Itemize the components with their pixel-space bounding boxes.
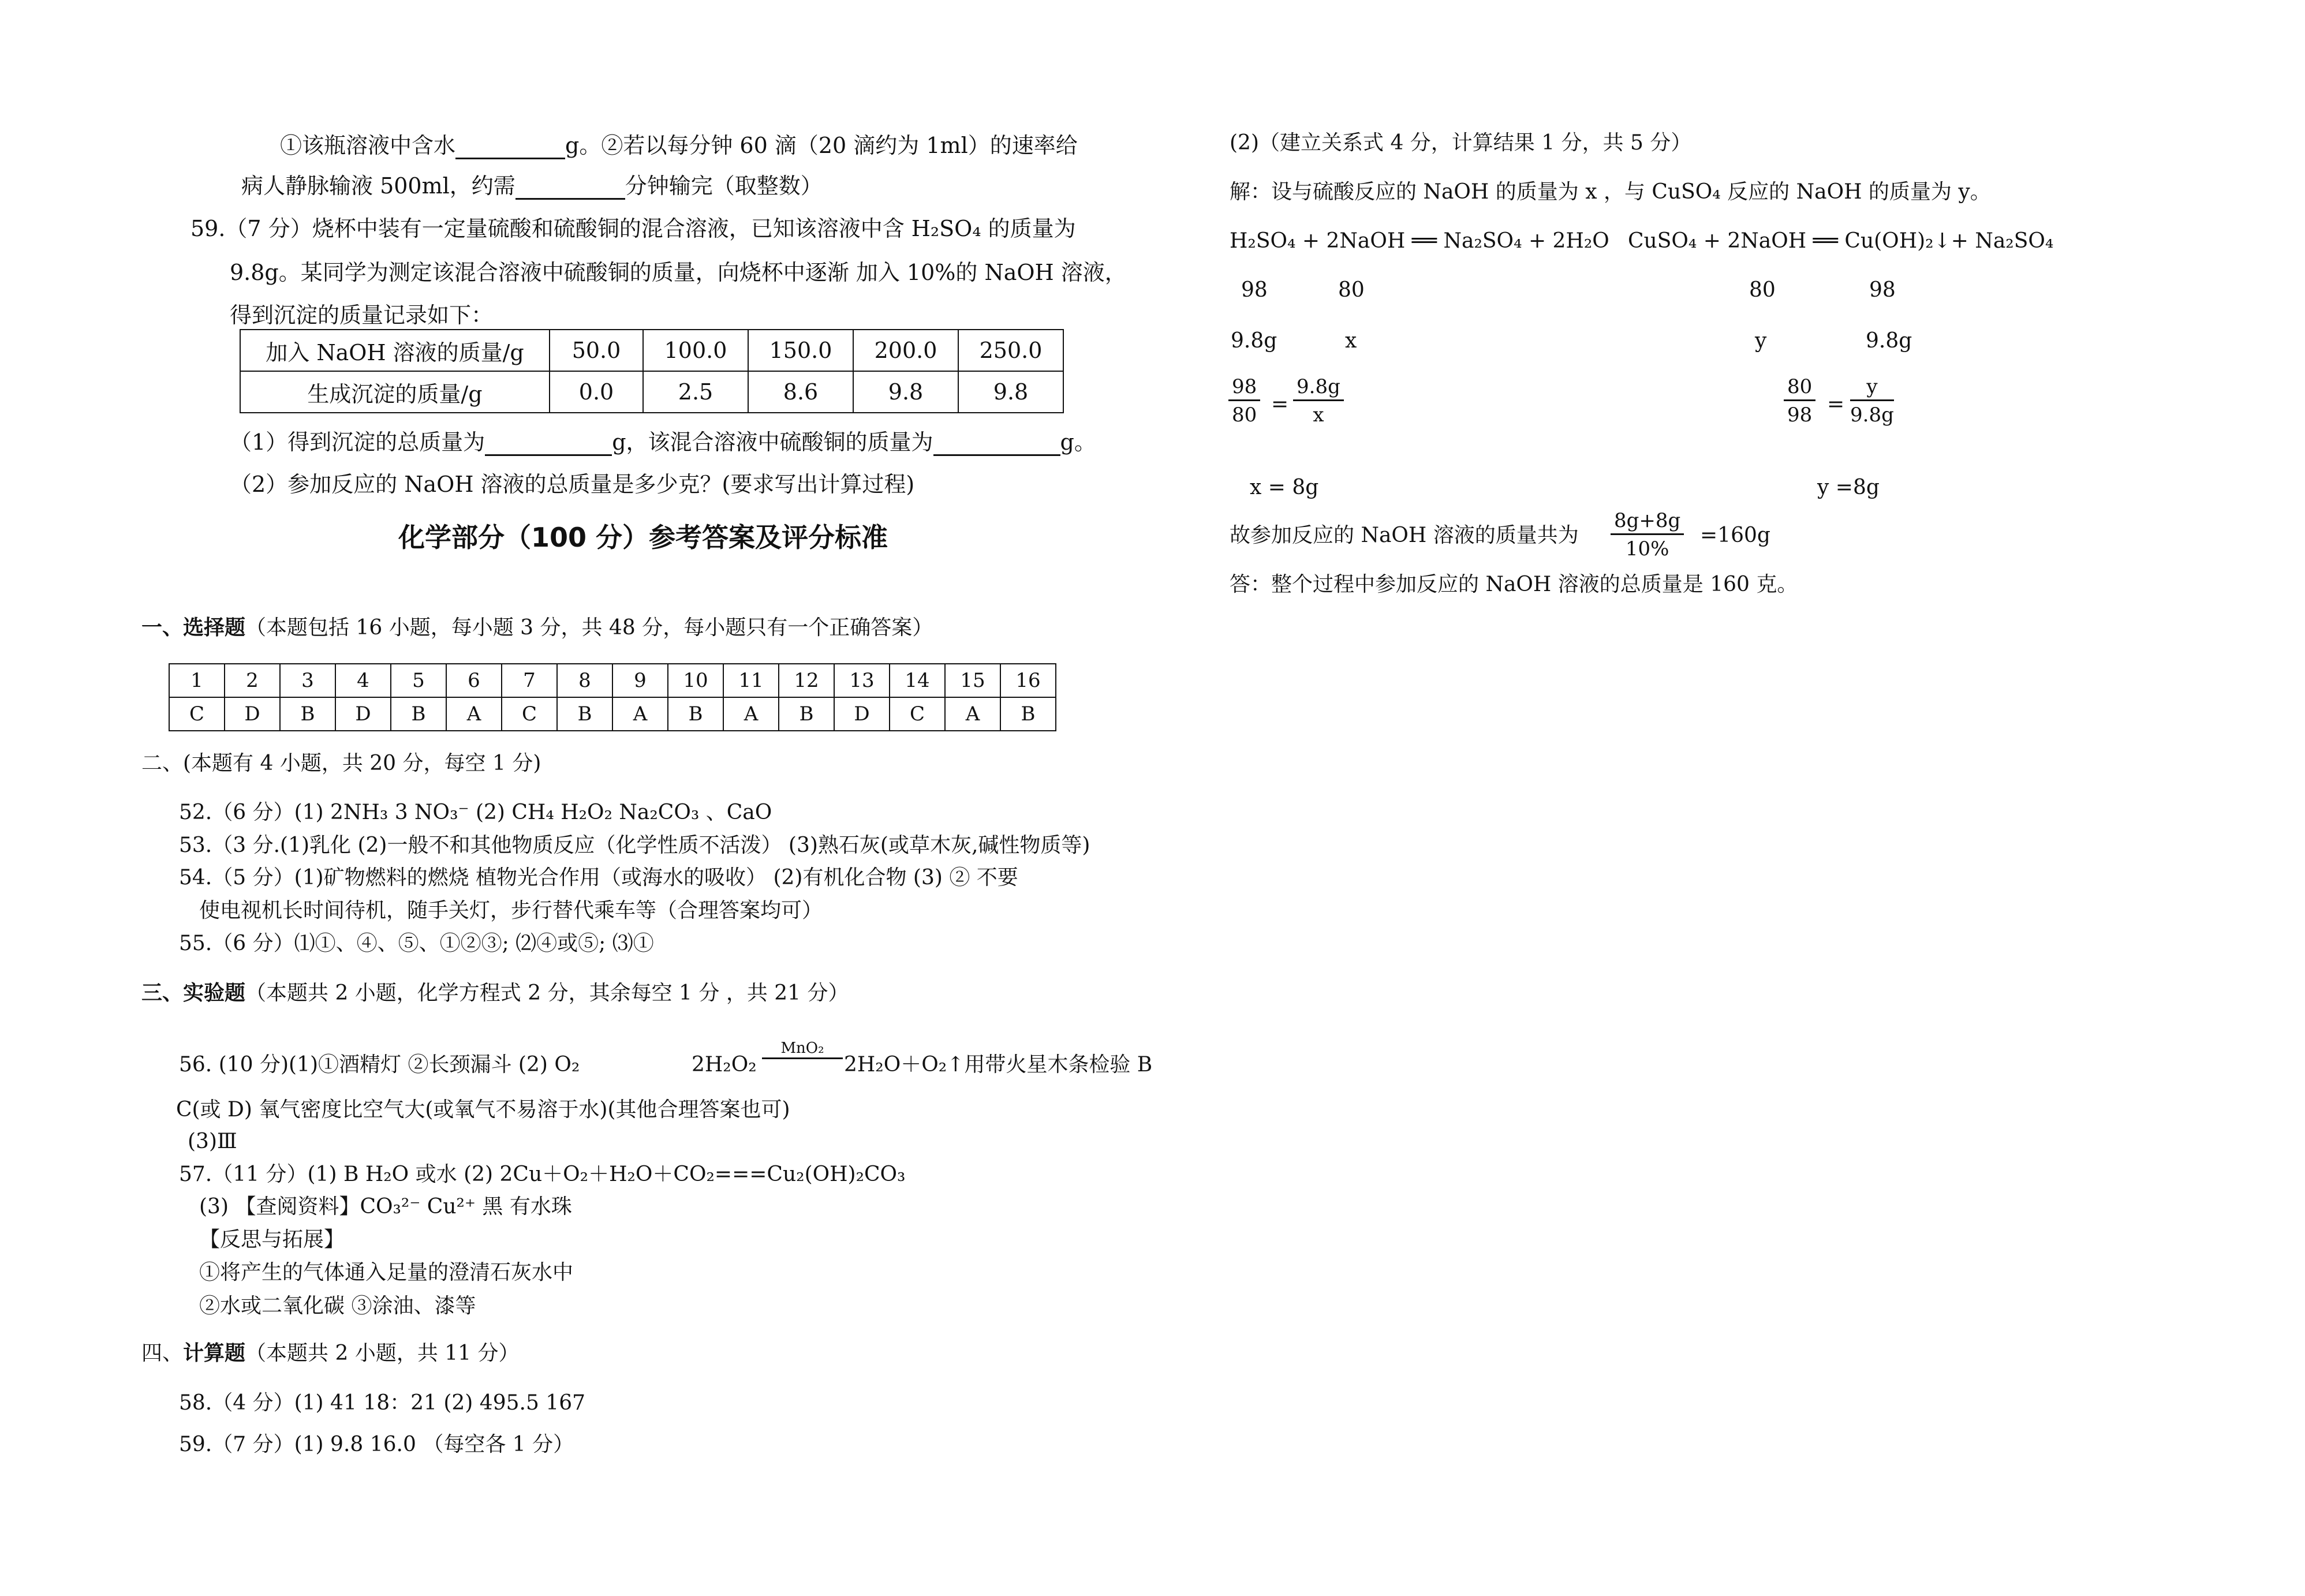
equation-cuso4: CuSO₄ + 2NaOH ══ Cu(OH)₂↓+ Na₂SO₄	[1628, 229, 2054, 253]
question-number-cell: 9	[612, 664, 668, 697]
answer-53: 53.（3 分.(1)乳化 (2)一般不和其他物质反应（化学性质不活泼） (3)熟石灰(或草木灰,碱性物质等)	[179, 833, 1090, 857]
question-number-cell: 2	[225, 664, 280, 697]
answer-57-line2: (3) 【查阅资料】CO₃²⁻ Cu²⁺ 黑 有水珠	[199, 1195, 572, 1219]
cuso4-mass-blank[interactable]	[933, 433, 1060, 456]
q58-line2: 病人静脉输液 500ml，约需 分钟输完（取整数）	[241, 173, 823, 199]
fraction-y-9.8g: $\frac{y}{9.8g}$	[1850, 375, 1894, 427]
section2-heading: 二、(本题有 4 小题，共 20 分，每空 1 分)	[141, 752, 541, 775]
question-number-cell: 3	[280, 664, 335, 697]
right-line1: (2)（建立关系式 4 分，计算结果 1 分，共 5 分）	[1230, 131, 1692, 155]
question-number-cell: 4	[335, 664, 391, 697]
table-row: 加入 NaOH 溶液的质量/g 50.0 100.0 150.0 200.0 250.0	[240, 330, 1063, 371]
answer-cell: C	[502, 697, 557, 731]
right-line2: 解：设与硫酸反应的 NaOH 的质量为 x ，与 CuSO₄ 反应的 NaOH 的质量为 y。	[1230, 180, 1991, 204]
answer-59: 59.（7 分）(1) 9.8 16.0 （每空各 1 分）	[179, 1433, 574, 1456]
question-number-cell: 10	[668, 664, 723, 697]
question-number-cell: 1	[169, 664, 225, 697]
answer-56-line3: (3)Ⅲ	[188, 1130, 237, 1153]
question-number-cell: 16	[1000, 664, 1056, 697]
answer-57-line3: 【反思与拓展】	[199, 1228, 345, 1251]
q58-line1: ①该瓶溶液中含水 g。②若以每分钟 60 滴（20 滴约为 1ml）的速率给	[280, 133, 1078, 158]
answer-cell: A	[945, 697, 1000, 731]
answer-cell: D	[335, 697, 391, 731]
answer-52: 52.（6 分）(1) 2NH₃ 3 NO₃⁻ (2) CH₄ H₂O₂ Na₂CO₃ 、CaO	[179, 801, 772, 824]
value-y: y	[1755, 329, 1767, 353]
answer-cell: B	[391, 697, 446, 731]
answer-56-line2: C(或 D) 氧气密度比空气大(或氧气不易溶于水)(其他合理答案也可)	[176, 1098, 790, 1122]
answer-cell: C	[890, 697, 945, 731]
answer-cell: A	[723, 697, 779, 731]
answer-cell: B	[1000, 697, 1056, 731]
fraction-9.8g-x: $\frac{9.8g}{x}$	[1293, 375, 1344, 427]
total-mass-text: 故参加反应的 NaOH 溶液的质量共为	[1230, 524, 1579, 547]
molar-98-left: 98	[1241, 278, 1268, 302]
q59-sub2: （2）参加反应的 NaOH 溶液的总质量是多少克？(要求写出计算过程)	[230, 472, 915, 497]
answer-54-line1: 54.（5 分）(1)矿物燃料的燃烧 植物光合作用（或海水的吸收） (2)有机化合物 (3) ② 不要	[179, 866, 1018, 889]
answer-cell: D	[834, 697, 890, 731]
section4-heading: 四、计算题（本题共 2 小题，共 11 分）	[141, 1341, 520, 1365]
catalyst-label: MnO₂	[762, 1039, 843, 1059]
answer-cell: B	[557, 697, 612, 731]
fraction-total: $\frac{8g+8g}{10\%}$	[1611, 509, 1684, 560]
q59-sub1: （1）得到沉淀的总质量为 g，该混合溶液中硫酸铜的质量为 g。	[230, 429, 1096, 455]
answer-58: 58.（4 分）(1) 41 18：21 (2) 495.5 167	[179, 1391, 586, 1415]
question-number-cell: 12	[779, 664, 834, 697]
table-row: 生成沉淀的质量/g 0.0 2.5 8.6 9.8 9.8	[240, 371, 1063, 413]
question-number-cell: 8	[557, 664, 612, 697]
value-9.8g-right: 9.8g	[1866, 329, 1912, 353]
answer-cell: B	[779, 697, 834, 731]
question-number-cell: 7	[502, 664, 557, 697]
question-number-cell: 5	[391, 664, 446, 697]
fraction-98-80: $\frac{98}{80}$	[1228, 375, 1260, 427]
q59-line1: 59.（7 分）烧杯中装有一定量硫酸和硫酸铜的混合溶液，已知该溶液中含 H₂SO₄ 的质量为	[190, 216, 1076, 241]
table-row	[169, 664, 1056, 697]
answer-cell: B	[668, 697, 723, 731]
answer-55: 55.（6 分）⑴①、④、⑤、①②③; ⑵④或⑤; ⑶①	[179, 932, 654, 955]
total-mass-result: =160g	[1700, 524, 1770, 547]
answer-57-line4: ①将产生的气体通入足量的澄清石灰水中	[199, 1261, 574, 1284]
question-number-cell: 15	[945, 664, 1000, 697]
answer-57-line1: 57.（11 分）(1) B H₂O 或水 (2) 2Cu＋O₂＋H₂O＋CO₂===Cu₂(OH)₂CO₃	[179, 1163, 906, 1186]
question-number-cell: 14	[890, 664, 945, 697]
water-mass-blank[interactable]	[455, 137, 565, 159]
molar-98-right: 98	[1869, 278, 1896, 302]
result-x: x = 8g	[1250, 476, 1319, 499]
answer-56-eq-left: 2H₂O₂	[692, 1053, 757, 1077]
value-9.8g-left: 9.8g	[1231, 329, 1277, 353]
equals-sign-right: =	[1827, 393, 1845, 416]
answer-cell: A	[446, 697, 502, 731]
answer-56-line1a: 56. (10 分)(1)①酒精灯 ②长颈漏斗 (2) O₂	[179, 1053, 580, 1077]
molar-80-left: 80	[1338, 278, 1365, 302]
minutes-blank[interactable]	[515, 177, 625, 200]
question-number-cell: 6	[446, 664, 502, 697]
answer-cell: C	[169, 697, 225, 731]
conclusion: 答：整个过程中参加反应的 NaOH 溶液的总质量是 160 克。	[1230, 573, 1798, 596]
section3-heading: 三、实验题（本题共 2 小题，化学方程式 2 分，其余每空 1 分 ，共 21 分）	[141, 981, 849, 1005]
value-x: x	[1345, 329, 1357, 353]
answer-56-eq-right: 2H₂O＋O₂↑用带火星木条检验 B	[844, 1053, 1153, 1077]
answer-cell: A	[612, 697, 668, 731]
naoh-data-table	[240, 329, 1064, 413]
precipitate-blank[interactable]	[485, 433, 612, 456]
question-number-cell: 11	[723, 664, 779, 697]
answer-57-line5: ②水或二氧化碳 ③涂油、漆等	[199, 1294, 476, 1318]
equals-sign-left: =	[1271, 393, 1289, 416]
table-row	[169, 697, 1056, 731]
answer-cell: B	[280, 697, 335, 731]
result-y: y =8g	[1817, 476, 1880, 499]
fraction-80-98: $\frac{80}{98}$	[1784, 375, 1815, 427]
question-number-cell: 13	[834, 664, 890, 697]
q59-line2: 9.8g。某同学为测定该混合溶液中硫酸铜的质量，向烧杯中逐渐 加入 10%的 NaOH 溶液，	[230, 260, 1127, 285]
page-title: 化学部分（100 分）参考答案及评分标准	[398, 522, 888, 553]
choice-answer-table	[169, 663, 1056, 731]
answer-cell: D	[225, 697, 280, 731]
section1-heading: 一、选择题（本题包括 16 小题，每小题 3 分，共 48 分，每小题只有一个正确答案）	[141, 616, 933, 640]
q59-line3: 得到沉淀的质量记录如下：	[230, 302, 494, 328]
molar-80-right: 80	[1749, 278, 1776, 302]
equation-h2so4: H₂SO₄ + 2NaOH ══ Na₂SO₄ + 2H₂O	[1230, 229, 1609, 253]
answer-54-line2: 使电视机长时间待机，随手关灯，步行替代乘车等（合理答案均可）	[199, 899, 823, 922]
